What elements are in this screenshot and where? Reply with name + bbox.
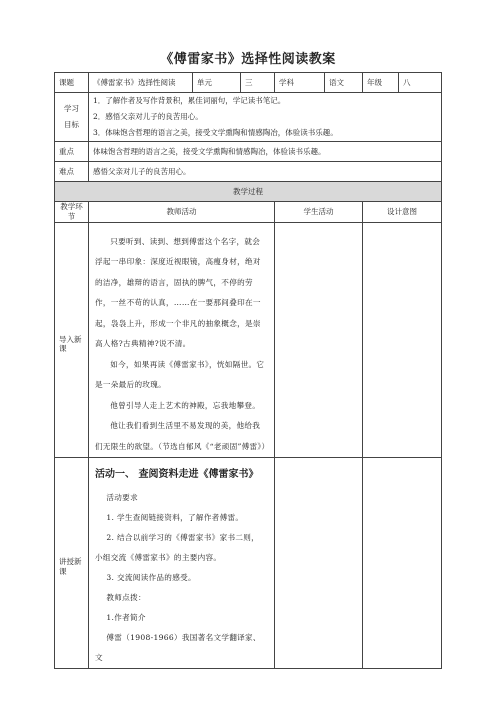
- lesson-content: [89, 458, 275, 669]
- intro-paragraph: 他让我们看到生活里不易发现的美，他给我们无限生的欲望。（节选自郁风《“老顽固”傅雷》）: [95, 421, 270, 451]
- lesson-student-cell: [275, 458, 363, 669]
- lesson-paragraph: 教师点拨：: [106, 593, 146, 602]
- intro-label: 导入新课: [55, 222, 89, 458]
- course-label: 课题: [55, 73, 89, 93]
- aims-row: [55, 93, 442, 142]
- column-header-row: [55, 202, 442, 223]
- aims-label: 学习 目标: [55, 93, 89, 142]
- process-title: 教学过程: [55, 182, 442, 202]
- col-intent: 设计意图: [363, 202, 442, 223]
- header-row: [55, 73, 442, 93]
- grade-value: 八: [399, 73, 442, 93]
- intro-paragraph: 如今，如果再读《傅雷家书》，恍如隔世。它是一朵最后的玫瑰。: [95, 359, 265, 389]
- lesson-intent-cell: [363, 458, 442, 669]
- difficulty-row: [55, 162, 442, 182]
- intro-row: [55, 222, 442, 458]
- intro-paragraph: 他曾引导人走上艺术的神殿，忘我地攀登。: [110, 400, 261, 410]
- lesson-paragraph: 2. 结合以前学习的《傅雷家书》家书二则，: [106, 533, 260, 542]
- lesson-paragraph: 1. 学生查阅链接资料，了解作者傅雷。: [106, 513, 244, 522]
- intro-content: [89, 222, 275, 458]
- intro-intent-cell: [363, 222, 442, 458]
- course-value: 《傅雷家书》选择性阅读: [89, 73, 193, 93]
- key-point-label: 重点: [55, 142, 89, 162]
- col-stage: 教学环节: [55, 202, 89, 223]
- aim-item: 1．了解作者及写作背景积，累佳词丽句，学记读书笔记。: [93, 96, 286, 105]
- aim-item: 3．体味饱含哲理的语言之美，接受文学熏陶和情感陶冶，体验读书乐趣。: [93, 128, 338, 137]
- col-teacher: 教师活动: [89, 202, 275, 223]
- key-point-row: [55, 142, 442, 162]
- difficulty-value: 感悟父亲对儿子的良苦用心。: [89, 162, 442, 182]
- lesson-label: 讲授新课: [55, 458, 89, 669]
- intro-student-cell: [275, 222, 363, 458]
- subject-label: 学科: [275, 73, 325, 93]
- difficulty-label: 难点: [55, 162, 89, 182]
- lesson-row: [55, 458, 442, 669]
- unit-value: 三: [241, 73, 275, 93]
- page-title: 《傅雷家书》选择性阅读教案: [160, 52, 336, 67]
- activity-title: 活动一、 查阅资料走进《傅雷家书》: [95, 469, 259, 480]
- lesson-paragraph: 小组交流《傅雷家书》的主要内容。: [95, 553, 222, 562]
- lesson-plan-table: [54, 72, 442, 669]
- lesson-paragraph: 活动要求: [106, 493, 138, 502]
- grade-label: 年级: [363, 73, 399, 93]
- lesson-paragraph: 傅雷（1908-1966）我国著名文学翻译家、文: [95, 633, 261, 662]
- aims-list: [89, 93, 442, 142]
- col-student: 学生活动: [275, 202, 363, 223]
- lesson-paragraph: 3. 交流阅读作品的感受。: [106, 573, 196, 582]
- lesson-paragraph: 1.作者简介: [106, 613, 146, 622]
- unit-label: 单元: [193, 73, 241, 93]
- aim-item: 2．感悟父亲对儿子的良苦用心。: [93, 112, 203, 121]
- subject-value: 语文: [325, 73, 363, 93]
- key-point-value: 体味饱含哲理的语言之美，接受文学熏陶和情感陶冶，体验读书乐趣。: [89, 142, 442, 162]
- process-title-row: [55, 182, 442, 202]
- intro-paragraph: 只要听到、读到、想到傅雷这个名字，就会浮起一串印象：深度近视眼镜，高瘦身材，绝对的洁净，雄辩的语言，固执的脾气，不停的劳作，一丝不苟的认真，……在一要那间叠印在一起，袅袅上升，形成一个非凡的抽象概念，是崇高人格?古典精神?说不清。: [95, 236, 261, 348]
